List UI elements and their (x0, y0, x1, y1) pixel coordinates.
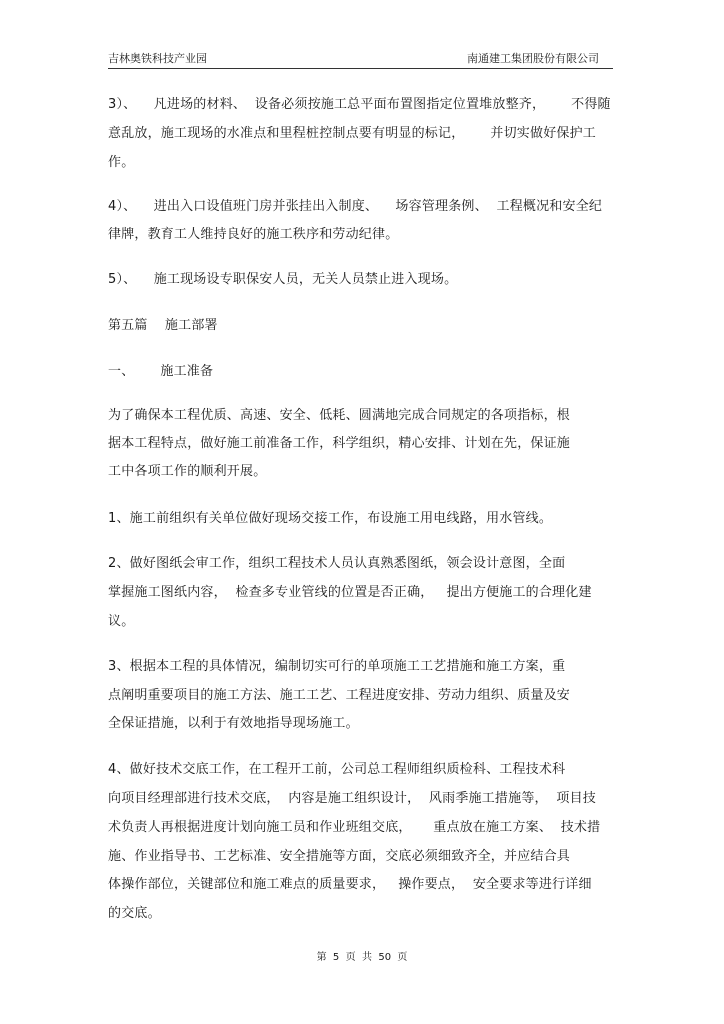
text-line: 议。 (108, 614, 135, 629)
text-line: 4）、 进出入口设值班门房并张挂出入制度、 场容管理条例、 工程概况和安全纪 (108, 199, 603, 214)
text-line: 3、根据本工程的具体情况，编制切实可行的单项施工工艺措施和施工方案，重 (108, 659, 566, 674)
text-line: 全保证措施，以利于有效地指导现场施工。 (108, 716, 359, 731)
page-number: 第 5 页 共 50 页 (316, 952, 408, 963)
text-line: 掌握施工图纸内容， 检查多专业管线的位置是否正确， 提出方便施工的合理化建 (108, 585, 592, 600)
text-line: 工中各项工作的顺利开展。 (108, 464, 267, 479)
text-line: 2、做好图纸会审工作，组织工程技术人员认真熟悉图纸，领会设计意图，全面 (108, 556, 566, 571)
text-line: 4、做好技术交底工作，在工程开工前，公司总工程师组织质检科、工程技术科 (108, 762, 566, 777)
section-heading: 第五篇 施工部署 (108, 318, 218, 333)
text-line: 体操作部位，关键部位和施工难点的质量要求， 操作要点， 安全要求等进行详细 (108, 877, 592, 892)
text-line: 律牌，教育工人维持良好的施工秩序和劳动纪律。 (108, 227, 399, 242)
subsection-heading: 一、 施工准备 (108, 364, 214, 379)
text-line: 点阐明重要项目的施工方法、施工工艺、工程进度安排、劳动力组织、质量及安 (108, 688, 571, 703)
text-line: 3）、 凡进场的材料、 设备必须按施工总平面布置图指定位置堆放整齐， 不得随 (108, 97, 611, 112)
text-line: 5）、 施工现场设专职保安人员，无关人员禁止进入现场。 (108, 272, 458, 287)
text-line: 据本工程特点，做好施工前准备工作，科学组织，精心安排、计划在先，保证施 (108, 436, 571, 451)
text-line: 1、施工前组织有关单位做好现场交接工作，布设施工用电线路，用水管线。 (108, 511, 553, 526)
text-line: 术负责人再根据进度计划向施工员和作业班组交底， 重点放在施工方案、 技术措 (108, 820, 601, 835)
text-line: 向项目经理部进行技术交底， 内容是施工组织设计， 风雨季施工措施等， 项目技 (108, 791, 596, 806)
page-header (108, 50, 613, 69)
text-line: 施、作业指导书、工艺标准、安全措施等方面，交底必须细致齐全，并应结合具 (108, 849, 571, 864)
header-company-name: 南通建工集团股份有限公司 (467, 52, 599, 65)
text-line: 为了确保本工程优质、高速、安全、低耗、圆满地完成合同规定的各项指标，根 (108, 408, 571, 423)
header-project-name: 吉林奥铁科技产业园 (108, 52, 207, 65)
text-line: 的交底。 (108, 906, 161, 921)
text-line: 意乱放，施工现场的水准点和里程桩控制点要有明显的标记， 并切实做好保护工 (108, 126, 596, 141)
text-line: 作。 (108, 155, 135, 170)
